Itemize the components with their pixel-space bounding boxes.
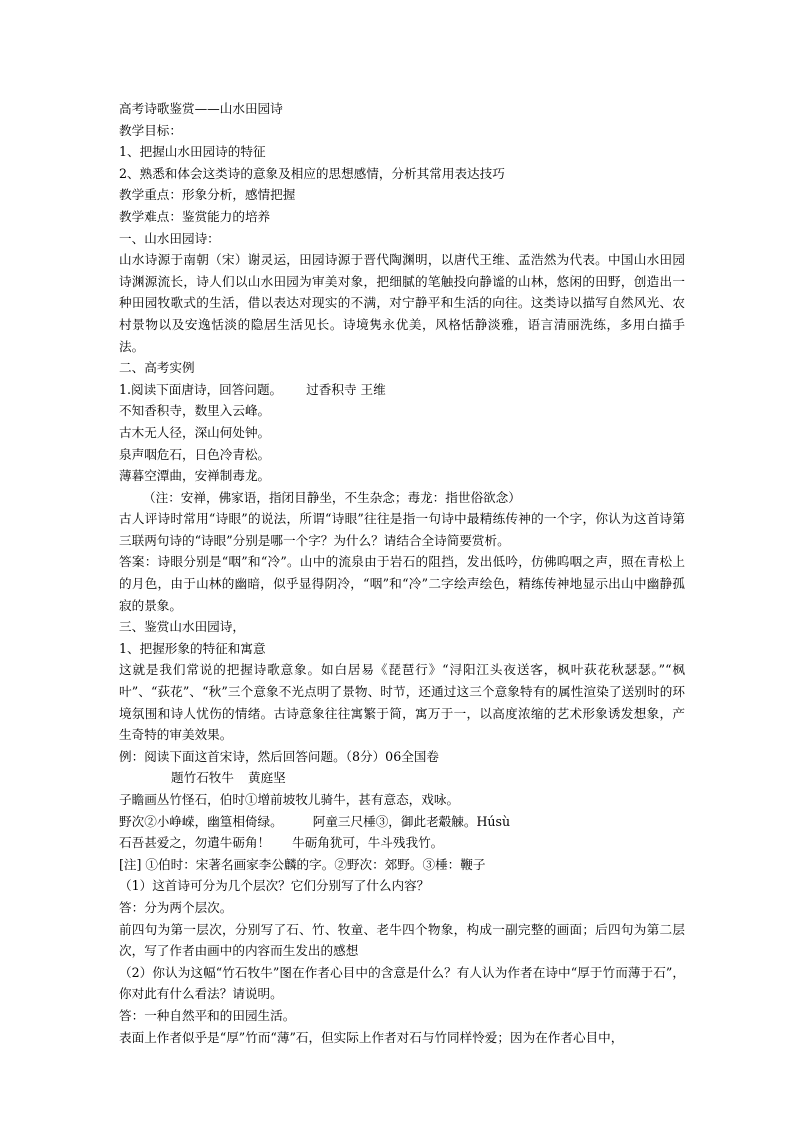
- answer-2-1-body: 前四句为第一层次，分别写了石、竹、牧童、老牛四个物象，构成一副完整的画面；后四句为第二层次，写了作者由画中的内容而生发出的感想: [119, 921, 685, 959]
- poem-1-line: 薄暮空潭曲，安禅制毒龙。: [119, 468, 271, 484]
- question-1-body: 古人评诗时常用“诗眼”的说法，所谓“诗眼”往往是指一句诗中最精练传神的一个字，你认为这首诗第三联两句诗的“诗眼”分别是哪一个字？为什么？请结合全诗简要赏析。: [119, 511, 685, 548]
- doc-title: 高考诗歌鉴赏——山水田园诗: [119, 101, 283, 116]
- answer-2-2-summary: 答：一种自然平和的田园生活。: [119, 1007, 296, 1023]
- goals-heading: 教学目标：: [119, 122, 182, 138]
- poem-2-line-part: 牛砺角犹可，牛斗残我竹。: [292, 835, 444, 851]
- goal-2: 2、熟悉和体会这类诗的意象及相应的思想感情，分析其常用表达技巧: [119, 165, 505, 181]
- question-2-1: （1）这首诗可分为几个层次？它们分别写了什么内容？: [119, 878, 430, 894]
- poem-2-line-part: 石吾甚爱之，勿遣牛砺角！: [119, 835, 271, 851]
- key-point: 教学重点：形象分析，感情把握: [119, 187, 296, 203]
- poem-2-author: 黄庭坚: [247, 770, 286, 786]
- question-1-prompt: [119, 379, 685, 401]
- poem-2-heading: [119, 767, 685, 789]
- poem-2-title: 题竹石牧牛: [171, 770, 234, 786]
- question-1-answer: 答案：诗眼分别是“咽”和“冷”。山中的流泉由于岩石的阻挡，发出低吟，仿佛呜咽之声，照在青松上的月色，由于山林的幽暗，似乎显得阴冷，“咽”和“冷”二字绘声绘色，精练传神地显示出山中幽静孤寂的景象。: [119, 554, 685, 613]
- poem-2-line: [119, 811, 685, 833]
- question-1-text: 1.阅读下面唐诗，回答问题。: [119, 381, 283, 397]
- goal-1: 1、把握山水田园诗的特征: [119, 144, 266, 160]
- poem-2-line-part: 阿童三尺棰③，御此老觳觫。Húsù: [312, 813, 511, 829]
- question-2-2: （2）你认为这幅“竹石牧牛”图在作者心目中的含意是什么？有人认为作者在诗中“厚于竹而薄于石”，你对此有什么看法？请说明。: [119, 964, 685, 1002]
- section-3-body: 这就是我们常说的把握诗歌意象。如白居易《琵琶行》“浔阳江头夜送客，枫叶荻花秋瑟瑟。”“枫叶”、“荻花”、“秋”三个意象不光点明了景物、时节，还通过这三个意象特有的属性渲染了送别时的环境氛围和诗人忧伤的情绪。古诗意象往往寓繁于简，寓万于一，以高度浓缩的艺术形象诱发想象，产生奇特的审美效果。: [119, 662, 685, 743]
- poem-2-line: [119, 832, 685, 854]
- poem-2-line-part: 野次②小峥嵘，幽篁相倚绿。: [119, 813, 283, 829]
- section-3-heading: 三、鉴赏山水田园诗，: [119, 619, 245, 635]
- answer-2-1-summary: 答：分为两个层次。: [119, 899, 233, 915]
- poem-1-line: 泉声咽危石，日色冷青松。: [119, 446, 271, 462]
- example-prompt: 例：阅读下面这首宋诗，然后回答问题。（8分）06全国卷: [119, 748, 439, 764]
- poem-1-line: 古木无人径，深山何处钟。: [119, 424, 271, 440]
- section-1-heading: 一、山水田园诗：: [119, 230, 220, 246]
- answer-2-2-body: 表面上作者似乎是“厚”竹而“薄”石，但实际上作者对石与竹同样怜爱；因为在作者心目中，: [119, 1029, 624, 1045]
- difficulty: 教学难点：鉴赏能力的培养: [119, 208, 271, 224]
- poem-2-note: [注] ①伯时：宋著名画家李公麟的字。②野次：郊野。③棰：鞭子: [119, 856, 486, 872]
- section-3-subheading: 1、把握形象的特征和寓意: [119, 640, 266, 656]
- document-body: [119, 98, 685, 1048]
- section-2-heading: 二、高考实例: [119, 360, 195, 376]
- poem-1-line: 不知香积寺，数里入云峰。: [119, 403, 271, 419]
- poem-2-line: 子瞻画丛竹怪石，伯时①增前坡牧儿骑牛，甚有意态，戏咏。: [119, 792, 460, 807]
- poem-1-title: 过香积寺 王维: [306, 381, 386, 397]
- section-1-body: 山水诗源于南朝（宋）谢灵运，田园诗源于晋代陶渊明，以唐代王维、孟浩然为代表。中国山水田园诗渊源流长，诗人们以山水田园为审美对象，把细腻的笔触投向静谧的山林，悠闲的田野，创造出一种田园牧歌式的生活，借以表达对现实的不满，对宁静平和生活的向往。这类诗以描写自然风光、农村景物以及安逸恬淡的隐居生活见长。诗境隽永优美，风格恬静淡雅，语言清丽洗练，多用白描手法。: [119, 252, 685, 354]
- poem-1-note: （注：安禅，佛家语，指闭目静坐，不生杂念；毒龙：指世俗欲念）: [143, 489, 521, 505]
